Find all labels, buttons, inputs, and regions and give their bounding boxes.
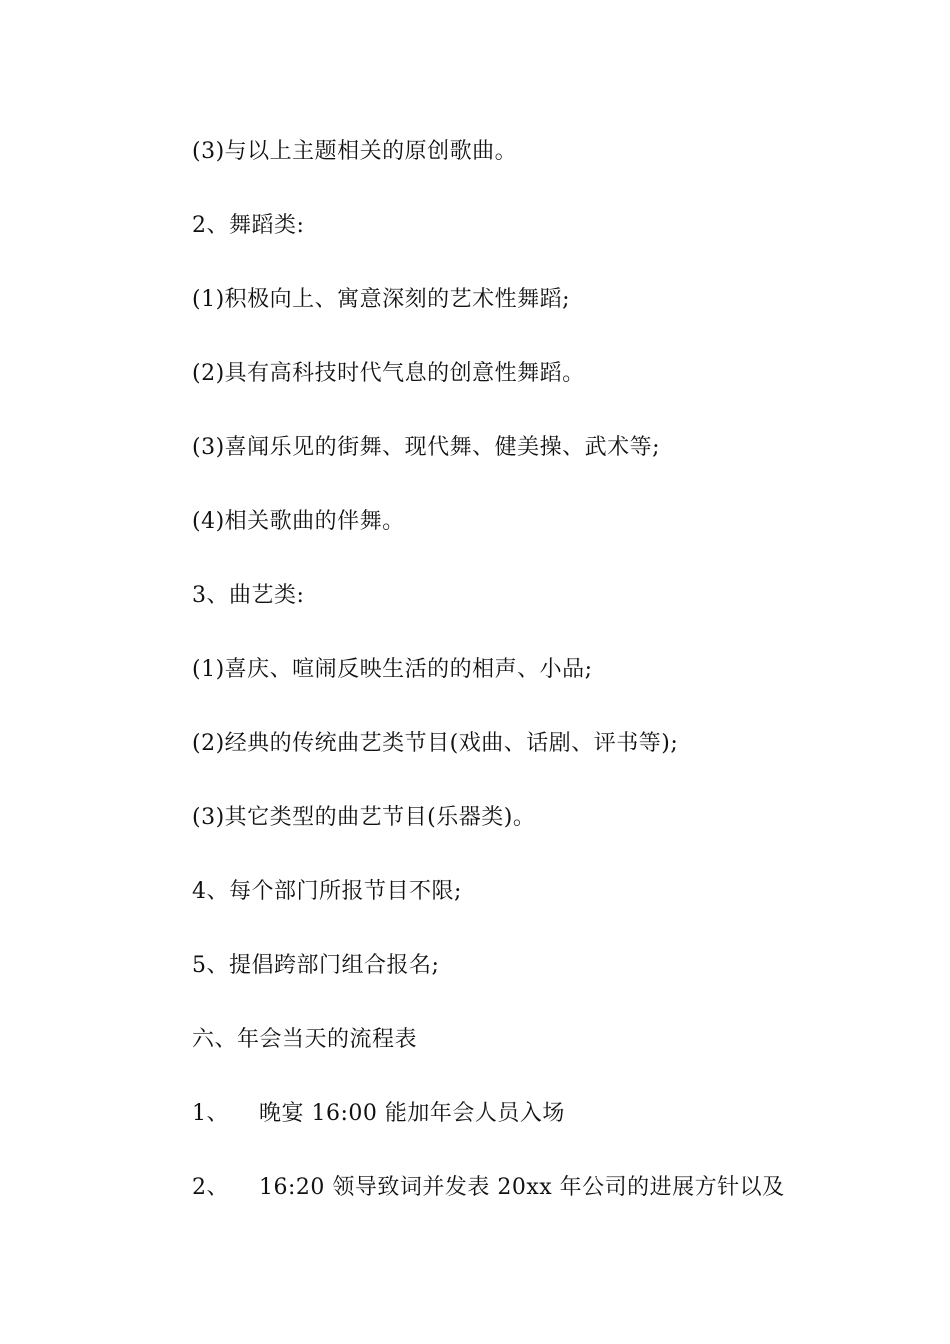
text-line: 2、 16:20 领导致词并发表 20xx 年公司的进展方针以及: [192, 1175, 785, 1200]
text-line: 1、 晚宴 16:00 能加年会人员入场: [192, 1101, 565, 1126]
text-line: (4)相关歌曲的伴舞。: [192, 509, 405, 534]
section-heading: 六、年会当天的流程表: [192, 1027, 418, 1052]
section-heading: 2、舞蹈类:: [192, 213, 305, 238]
text-line: (1)喜庆、喧闹反映生活的的相声、小品;: [192, 657, 593, 682]
text-line: (2)经典的传统曲艺类节目(戏曲、话剧、评书等);: [192, 731, 679, 756]
text-line: (3)其它类型的曲艺节目(乐器类)。: [192, 805, 536, 830]
text-line: 5、提倡跨部门组合报名;: [192, 953, 440, 978]
text-line: (2)具有高科技时代气息的创意性舞蹈。: [192, 361, 585, 386]
text-line: 4、每个部门所报节目不限;: [192, 879, 462, 904]
text-line: (1)积极向上、寓意深刻的艺术性舞蹈;: [192, 287, 571, 312]
section-heading: 3、曲艺类:: [192, 583, 305, 608]
text-line: (3)喜闻乐见的街舞、现代舞、健美操、武术等;: [192, 435, 661, 460]
text-line: (3)与以上主题相关的原创歌曲。: [192, 139, 518, 164]
